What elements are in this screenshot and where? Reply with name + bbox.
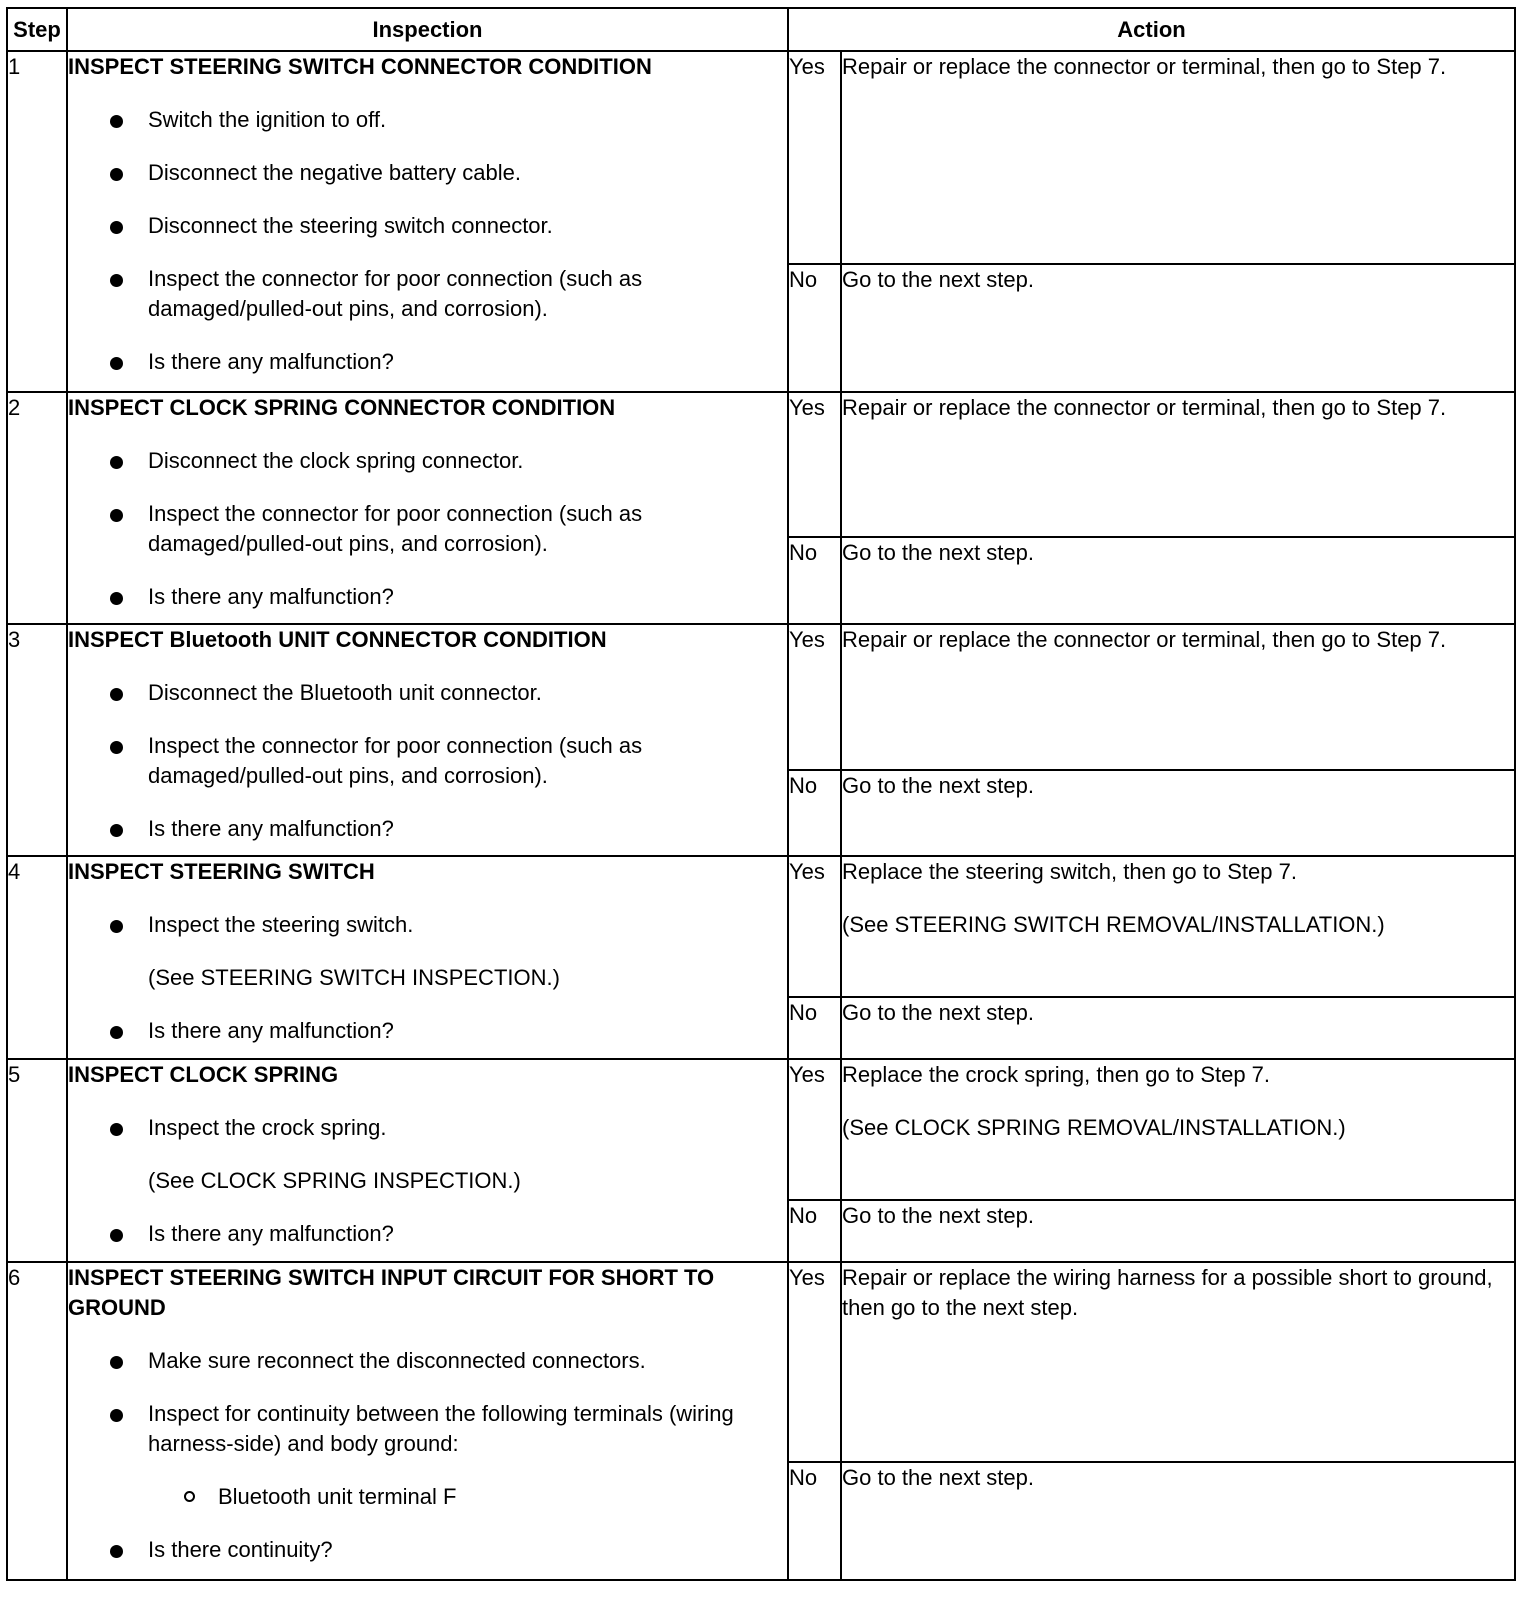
inspection-item: Is there any malfunction? bbox=[68, 1219, 787, 1249]
step-number: 1 bbox=[7, 51, 67, 392]
step-number: 4 bbox=[7, 856, 67, 1059]
header-inspection: Inspection bbox=[67, 8, 788, 51]
yes-action-cell bbox=[841, 856, 1515, 997]
step-number: 3 bbox=[7, 624, 67, 856]
step-row-3-yes bbox=[7, 624, 1515, 770]
inspection-title: INSPECT Bluetooth UNIT CONNECTOR CONDITION bbox=[68, 627, 607, 652]
inspection-cell bbox=[67, 624, 788, 856]
inspection-item: Is there continuity? bbox=[68, 1535, 787, 1565]
yes-label: Yes bbox=[788, 856, 841, 997]
no-action: Go to the next step. bbox=[841, 1200, 1515, 1262]
yes-action: Replace the crock spring, then go to Step 7. bbox=[842, 1062, 1271, 1087]
inspection-item: Inspect the connector for poor connection (such as damaged/pulled-out pins, and corrosion). bbox=[68, 499, 787, 559]
yes-action-note: (See CLOCK SPRING REMOVAL/INSTALLATION.) bbox=[842, 1115, 1346, 1140]
inspection-note: (See STEERING SWITCH INSPECTION.) bbox=[148, 965, 560, 990]
no-label: No bbox=[788, 997, 841, 1059]
inspection-item: Inspect the connector for poor connection (such as damaged/pulled-out pins, and corrosion). bbox=[68, 731, 787, 791]
yes-action: Repair or replace the connector or terminal, then go to Step 7. bbox=[841, 392, 1515, 537]
no-label: No bbox=[788, 1462, 841, 1580]
step-row-5-yes bbox=[7, 1059, 1515, 1200]
inspection-item: Inspect the crock spring. bbox=[68, 1113, 787, 1143]
yes-action: Repair or replace the connector or terminal, then go to Step 7. bbox=[841, 624, 1515, 770]
step-row-4-yes bbox=[7, 856, 1515, 997]
no-label: No bbox=[788, 1200, 841, 1262]
yes-action-note: (See STEERING SWITCH REMOVAL/INSTALLATION.) bbox=[842, 912, 1385, 937]
yes-label: Yes bbox=[788, 51, 841, 264]
step-row-1-yes bbox=[7, 51, 1515, 264]
step-row-2-yes bbox=[7, 392, 1515, 537]
step-row-6-yes bbox=[7, 1262, 1515, 1462]
inspection-item: Is there any malfunction? bbox=[68, 1016, 787, 1046]
no-action: Go to the next step. bbox=[841, 1462, 1515, 1580]
inspection-item: Switch the ignition to off. bbox=[68, 105, 787, 135]
inspection-item: Is there any malfunction? bbox=[68, 814, 787, 844]
inspection-title: INSPECT STEERING SWITCH INPUT CIRCUIT FOR SHORT TO GROUND bbox=[68, 1265, 715, 1320]
yes-label: Yes bbox=[788, 1262, 841, 1462]
inspection-cell bbox=[67, 1262, 788, 1580]
inspection-title: INSPECT CLOCK SPRING CONNECTOR CONDITION bbox=[68, 395, 616, 420]
inspection-item: Inspect the connector for poor connection (such as damaged/pulled-out pins, and corrosion). bbox=[68, 264, 787, 324]
inspection-title: INSPECT CLOCK SPRING bbox=[68, 1062, 339, 1087]
inspection-title: INSPECT STEERING SWITCH CONNECTOR CONDITION bbox=[68, 54, 652, 79]
inspection-item: Disconnect the steering switch connector. bbox=[68, 211, 787, 241]
inspection-item: Is there any malfunction? bbox=[68, 582, 787, 612]
inspection-item: Disconnect the Bluetooth unit connector. bbox=[68, 678, 787, 708]
inspection-title: INSPECT STEERING SWITCH bbox=[68, 859, 375, 884]
yes-label: Yes bbox=[788, 1059, 841, 1200]
inspection-item: Disconnect the negative battery cable. bbox=[68, 158, 787, 188]
diagnostic-table bbox=[6, 7, 1516, 1581]
yes-label: Yes bbox=[788, 624, 841, 770]
inspection-cell bbox=[67, 1059, 788, 1262]
yes-action-cell bbox=[841, 1059, 1515, 1200]
yes-action: Repair or replace the connector or terminal, then go to Step 7. bbox=[841, 51, 1515, 264]
inspection-note: (See CLOCK SPRING INSPECTION.) bbox=[148, 1168, 521, 1193]
inspection-item: Is there any malfunction? bbox=[68, 347, 787, 377]
no-action: Go to the next step. bbox=[841, 997, 1515, 1059]
yes-action: Replace the steering switch, then go to Step 7. bbox=[842, 859, 1297, 884]
no-action: Go to the next step. bbox=[841, 770, 1515, 856]
no-label: No bbox=[788, 537, 841, 624]
inspection-sub-item: Bluetooth unit terminal F bbox=[68, 1482, 787, 1512]
inspection-item: Inspect the steering switch. bbox=[68, 910, 787, 940]
no-label: No bbox=[788, 264, 841, 392]
yes-action: Repair or replace the wiring harness for a possible short to ground, then go to the next step. bbox=[841, 1262, 1515, 1462]
no-action: Go to the next step. bbox=[841, 264, 1515, 392]
step-number: 5 bbox=[7, 1059, 67, 1262]
inspection-item: Inspect for continuity between the following terminals (wiring harness-side) and body ground: bbox=[68, 1399, 787, 1459]
no-action: Go to the next step. bbox=[841, 537, 1515, 624]
header-row bbox=[7, 8, 1515, 51]
no-label: No bbox=[788, 770, 841, 856]
header-action: Action bbox=[788, 8, 1515, 51]
yes-label: Yes bbox=[788, 392, 841, 537]
inspection-item: Disconnect the clock spring connector. bbox=[68, 446, 787, 476]
step-number: 2 bbox=[7, 392, 67, 624]
inspection-item: Make sure reconnect the disconnected connectors. bbox=[68, 1346, 787, 1376]
header-step: Step bbox=[7, 8, 67, 51]
inspection-cell bbox=[67, 856, 788, 1059]
inspection-cell bbox=[67, 51, 788, 392]
inspection-cell bbox=[67, 392, 788, 624]
step-number: 6 bbox=[7, 1262, 67, 1580]
